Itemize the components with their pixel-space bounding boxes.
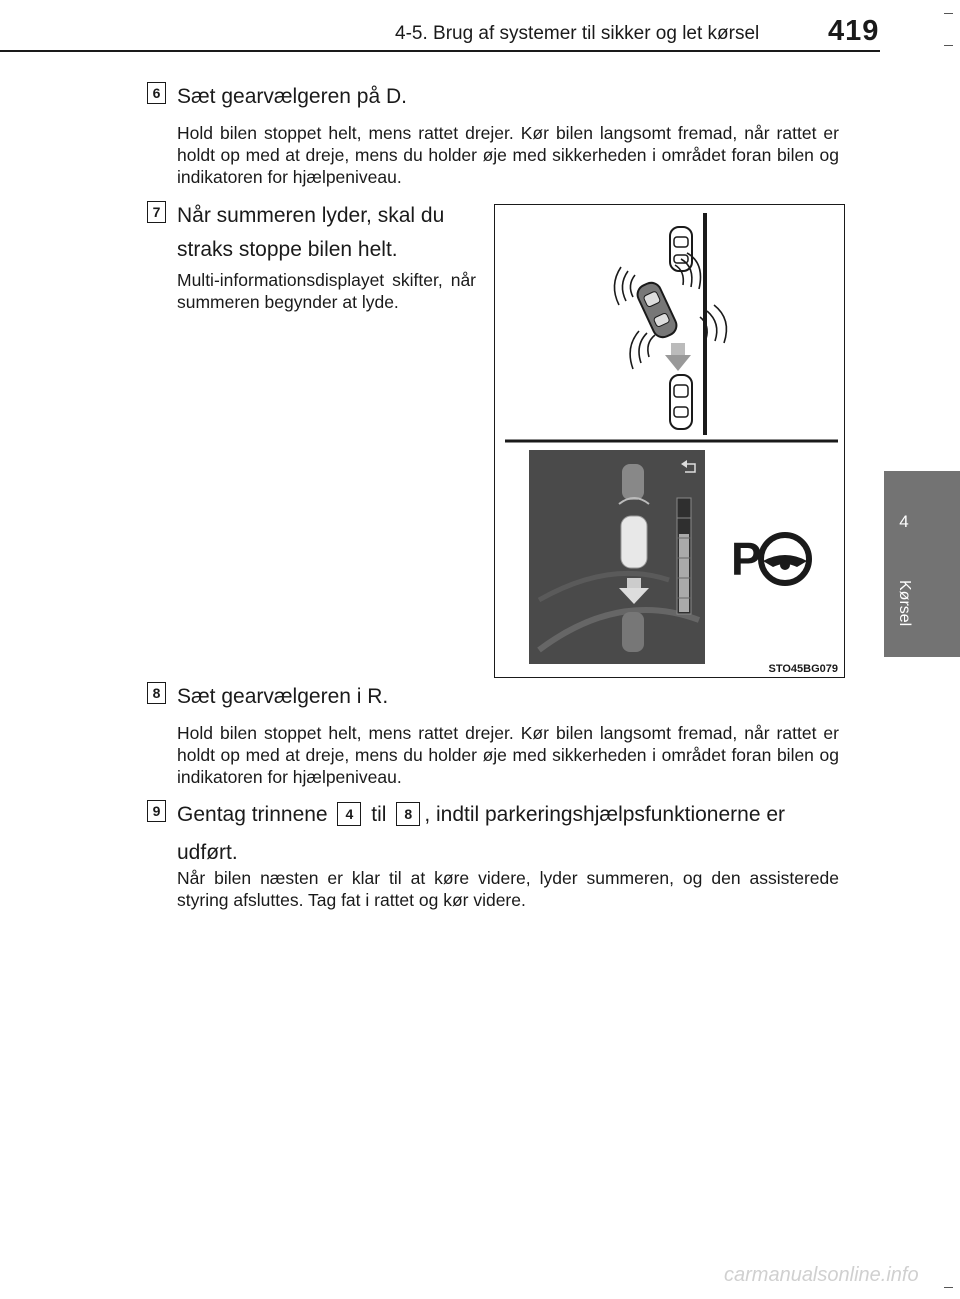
steering-wheel-icon — [761, 535, 809, 583]
step-6-body: Hold bilen stoppet helt, mens rattet drejer. Kør bilen langsomt fremad, når rattet er holdt op med at dreje, mens du holder øje med sikkerheden i området foran bilen og indikatoren for hjælpeniveau. — [177, 123, 839, 187]
display-own-car-icon — [621, 516, 647, 568]
display-car-front-icon — [622, 464, 644, 500]
page-number: 419 — [828, 15, 880, 47]
step-badge-6: 6 — [147, 82, 166, 104]
crop-mark — [944, 13, 953, 14]
step-badge-7: 7 — [147, 201, 166, 223]
multi-information-display — [529, 450, 705, 664]
parking-letter: P — [731, 533, 762, 585]
reverse-arrow-icon — [665, 343, 691, 371]
section-title: 4-5. Brug af systemer til sikker og let kørsel — [395, 23, 760, 44]
illustration-code: STO45BG079 — [768, 663, 838, 675]
step-7-body: Multi-informationsdisplayet skifter, når summeren begynder at lyde. — [177, 270, 476, 312]
parked-car-front-icon — [670, 227, 692, 271]
step-badge-9: 9 — [147, 800, 166, 822]
parking-assist-illustration — [494, 204, 845, 678]
watermark: carmanualsonline.info — [724, 1264, 919, 1286]
header-rule — [0, 50, 880, 52]
display-car-rear-icon — [622, 612, 644, 652]
crop-mark — [944, 1287, 953, 1288]
own-car-icon — [634, 280, 679, 341]
parked-car-rear-icon — [670, 375, 692, 429]
assist-level-indicator — [677, 498, 691, 614]
step-9-body: Når bilen næsten er klar til at køre videre, lyder summeren, og den assisterede styring afsluttes. Tag fat i rattet og kør videre. — [177, 868, 839, 910]
parking-scene-graphic — [495, 205, 844, 677]
step-ref-badge-8: 8 — [396, 802, 420, 826]
step-9-title-after: , indtil parkeringshjælpsfunktionerne er udført. — [177, 803, 786, 864]
chapter-label: Kørsel — [896, 580, 913, 627]
step-9-title-before: Gentag trinnene — [177, 803, 328, 826]
step-8-title: Sæt gearvælgeren i R. — [177, 685, 389, 708]
step-9-title-mid: til — [371, 803, 387, 826]
step-9-title — [177, 796, 842, 872]
step-ref-badge-4: 4 — [337, 802, 361, 826]
step-badge-8: 8 — [147, 682, 166, 704]
step-8-body: Hold bilen stoppet helt, mens rattet drejer. Kør bilen langsomt fremad, når rattet er holdt op med at dreje, mens du holder øje med sikkerheden i området foran bilen og indikatoren for hjælpeniveau. — [177, 723, 839, 787]
step-7-title: Når summeren lyder, skal du straks stoppe bilen helt. — [177, 204, 445, 261]
crop-mark — [944, 45, 953, 46]
chapter-number: 4 — [899, 512, 909, 531]
step-6-title: Sæt gearvælgeren på D. — [177, 85, 407, 108]
